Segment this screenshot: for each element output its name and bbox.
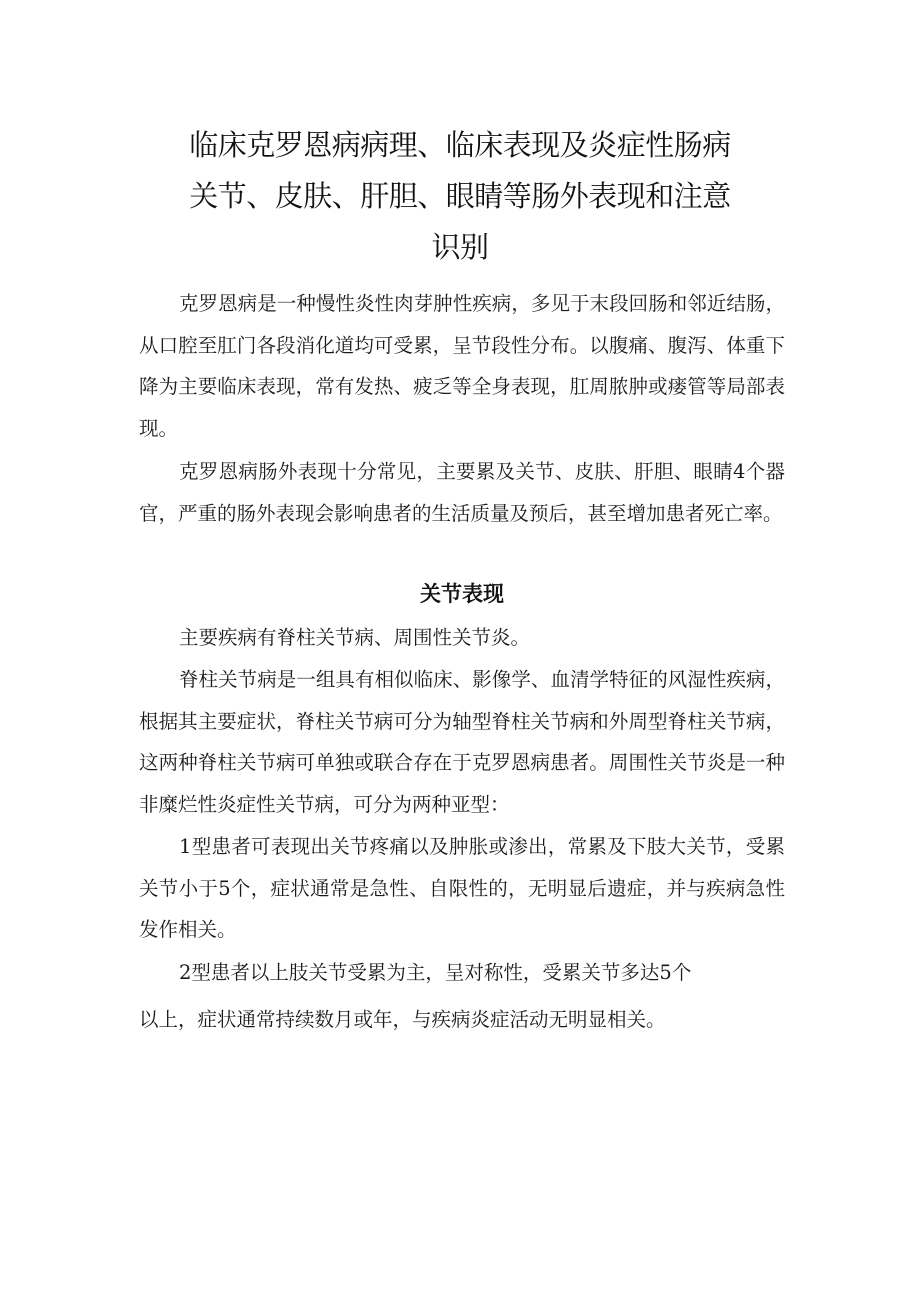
joint-paragraph-1: 主要疾病有脊柱关节病、周围性关节炎。: [179, 626, 531, 649]
section-heading-joint: 关节表现: [420, 582, 504, 606]
type2-line-2: 以上，症状通常持续数月或年，与疾病炎症活动无明显相关。: [139, 1007, 666, 1031]
type2-line-1: 2型患者以上肢关节受累为主，呈对称性，受累关节多达5个: [179, 961, 692, 984]
intro-paragraph-1: 克罗恩病是一种慢性炎性肉芽肿性疾病，多见于末段回肠和邻近结肠，从口腔至肛门各段消化道均可受累，呈节段性分布。以腹痛、腹泻、体重下降为主要临床表现，常有发热、疲乏等全身表现，肛周脓肿或瘘管等局部表现。: [139, 292, 785, 440]
joint-paragraph-2: 脊柱关节病是一组具有相似临床、影像学、血清学特征的风湿性疾病，根据其主要症状，脊柱关节病可分为轴型脊柱关节病和外周型脊柱关节病，这两种脊柱关节病可单独或联合存在于克罗恩病患者。周围性关节炎是一种非糜烂性炎症性关节病，可分为两种亚型：: [139, 668, 785, 816]
title-line-1: 临床克罗恩病病理、临床表现及炎症性肠病: [189, 128, 731, 162]
joint-paragraph-type2: [139, 952, 785, 1040]
title-line-2: 关节、皮肤、肝胆、眼睛等肠外表现和注意: [189, 179, 731, 213]
title-line-3: 识别: [431, 230, 489, 264]
intro-paragraph-2: 克罗恩病肠外表现十分常见，主要累及关节、皮肤、肝胆、眼睛4个器官，严重的肠外表现会影响患者的生活质量及预后，甚至增加患者死亡率。: [139, 460, 785, 525]
document-title: [130, 120, 790, 273]
joint-paragraph-type1: 1型患者可表现出关节疼痛以及肿胀或渗出，常累及下肢大关节，受累关节小于5个，症状通常是急性、自限性的，无明显后遗症，并与疾病急性发作相关。: [139, 835, 785, 941]
